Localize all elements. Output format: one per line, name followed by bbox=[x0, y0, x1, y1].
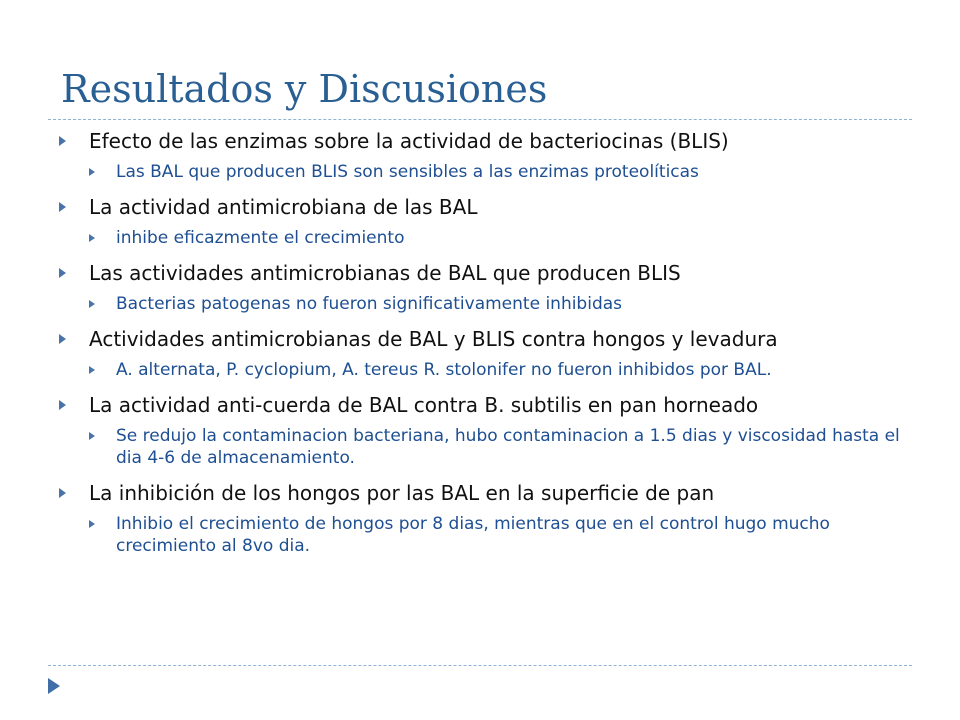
bullet-item bbox=[59, 327, 911, 381]
slide-title: Resultados y Discusiones bbox=[61, 67, 548, 111]
sub-bullet-triangle-icon bbox=[89, 366, 95, 374]
bullet-text: La inhibición de los hongos por las BAL en la superficie de pan bbox=[89, 481, 715, 505]
sub-bullet-triangle-icon bbox=[89, 432, 95, 440]
bullet-level2 bbox=[89, 359, 911, 381]
sub-bullet-triangle-icon bbox=[89, 520, 95, 528]
bullet-level1 bbox=[59, 393, 911, 418]
bullet-level2 bbox=[89, 425, 911, 469]
title-divider bbox=[48, 119, 912, 120]
bullet-level1 bbox=[59, 129, 911, 154]
bullet-text: Las actividades antimicrobianas de BAL que producen BLIS bbox=[89, 261, 681, 285]
sub-bullet-triangle-icon bbox=[89, 234, 95, 242]
bullet-item bbox=[59, 129, 911, 183]
bullet-level1 bbox=[59, 261, 911, 286]
bullet-level1 bbox=[59, 327, 911, 352]
bullet-text: Actividades antimicrobianas de BAL y BLIS contra hongos y levadura bbox=[89, 327, 778, 351]
sub-bullet-text: Se redujo la contaminacion bacteriana, hubo contaminacion a 1.5 dias y viscosidad hasta el dia 4-6 de almacenamiento. bbox=[116, 426, 900, 468]
bullet-level2 bbox=[89, 293, 911, 315]
bullet-level2 bbox=[89, 513, 911, 557]
sub-bullet-text: A. alternata, P. cyclopium, A. tereus R. stolonifer no fueron inhibidos por BAL. bbox=[116, 360, 772, 380]
corner-triangle-icon bbox=[48, 678, 60, 694]
bullet-item bbox=[59, 195, 911, 249]
bullet-text: La actividad anti-cuerda de BAL contra B. subtilis en pan horneado bbox=[89, 393, 759, 417]
footer-divider bbox=[48, 665, 912, 666]
sub-bullet-text: Las BAL que producen BLIS son sensibles a las enzimas proteolíticas bbox=[116, 162, 699, 182]
bullet-triangle-icon bbox=[59, 334, 66, 344]
bullet-triangle-icon bbox=[59, 488, 66, 498]
bullet-level2 bbox=[89, 227, 911, 249]
sub-bullet-triangle-icon bbox=[89, 300, 95, 308]
bullet-text: Efecto de las enzimas sobre la actividad de bacteriocinas (BLIS) bbox=[89, 129, 729, 153]
bullet-item bbox=[59, 481, 911, 557]
sub-bullet-text: Bacterias patogenas no fueron significativamente inhibidas bbox=[116, 294, 623, 314]
bullet-triangle-icon bbox=[59, 136, 66, 146]
bullet-item bbox=[59, 393, 911, 469]
bullet-triangle-icon bbox=[59, 268, 66, 278]
sub-bullet-text: Inhibio el crecimiento de hongos por 8 dias, mientras que en el control hugo mucho crecimiento al 8vo dia. bbox=[116, 514, 830, 556]
bullet-list bbox=[59, 129, 911, 557]
bullet-triangle-icon bbox=[59, 202, 66, 212]
bullet-level1 bbox=[59, 195, 911, 220]
bullet-triangle-icon bbox=[59, 400, 66, 410]
sub-bullet-triangle-icon bbox=[89, 168, 95, 176]
bullet-level2 bbox=[89, 161, 911, 183]
bullet-item bbox=[59, 261, 911, 315]
bullet-text: La actividad antimicrobiana de las BAL bbox=[89, 195, 478, 219]
sub-bullet-text: inhibe eficazmente el crecimiento bbox=[116, 228, 405, 248]
bullet-level1 bbox=[59, 481, 911, 506]
